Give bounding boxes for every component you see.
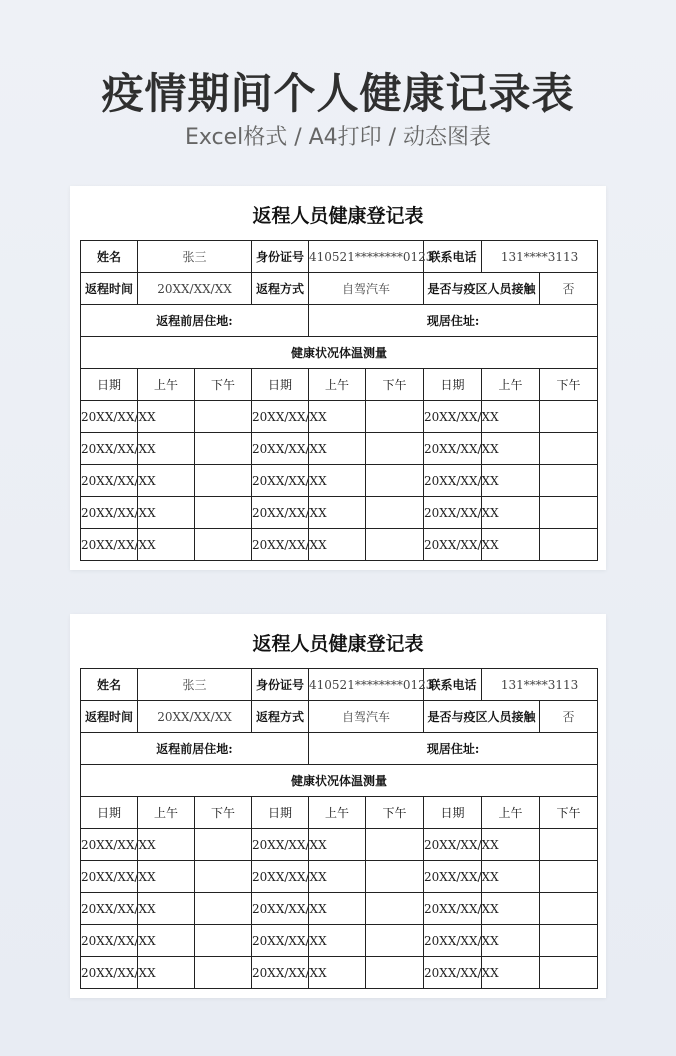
date-cell: 20XX/XX/XX bbox=[252, 465, 309, 497]
table-row bbox=[81, 861, 598, 893]
id-value[interactable]: 410521********0123 bbox=[309, 241, 424, 273]
table-row bbox=[81, 893, 598, 925]
date-cell: 20XX/XX/XX bbox=[81, 433, 138, 465]
pm-cell[interactable] bbox=[366, 893, 424, 925]
pm-cell[interactable] bbox=[366, 401, 424, 433]
date-cell: 20XX/XX/XX bbox=[424, 401, 482, 433]
return-time-label: 返程时间 bbox=[81, 273, 138, 305]
date-cell: 20XX/XX/XX bbox=[252, 893, 309, 925]
table-row bbox=[81, 273, 598, 305]
date-cell: 20XX/XX/XX bbox=[424, 957, 482, 989]
phone-label: 联系电话 bbox=[424, 241, 482, 273]
curr-address-field[interactable]: 现居住址: bbox=[309, 305, 598, 337]
date-cell: 20XX/XX/XX bbox=[252, 925, 309, 957]
col-date: 日期 bbox=[252, 369, 309, 401]
name-value[interactable]: 张三 bbox=[138, 669, 252, 701]
date-cell: 20XX/XX/XX bbox=[81, 529, 138, 561]
col-pm: 下午 bbox=[195, 369, 252, 401]
table-row bbox=[81, 957, 598, 989]
form-sheet-1 bbox=[70, 186, 606, 570]
pm-cell[interactable] bbox=[195, 497, 252, 529]
pm-cell[interactable] bbox=[195, 925, 252, 957]
id-label: 身份证号 bbox=[252, 241, 309, 273]
table-row bbox=[81, 401, 598, 433]
col-pm: 下午 bbox=[540, 797, 598, 829]
table-header-row bbox=[81, 797, 598, 829]
date-cell: 20XX/XX/XX bbox=[252, 401, 309, 433]
date-cell: 20XX/XX/XX bbox=[81, 925, 138, 957]
table-row bbox=[81, 733, 598, 765]
pm-cell[interactable] bbox=[195, 861, 252, 893]
return-mode-value[interactable]: 自驾汽车 bbox=[309, 701, 424, 733]
table-row bbox=[81, 701, 598, 733]
contact-label: 是否与疫区人员接触 bbox=[424, 701, 540, 733]
phone-label: 联系电话 bbox=[424, 669, 482, 701]
pm-cell[interactable] bbox=[540, 861, 598, 893]
pm-cell[interactable] bbox=[366, 925, 424, 957]
date-cell: 20XX/XX/XX bbox=[424, 861, 482, 893]
table-row bbox=[81, 305, 598, 337]
id-value[interactable]: 410521********0123 bbox=[309, 669, 424, 701]
pm-cell[interactable] bbox=[540, 497, 598, 529]
date-cell: 20XX/XX/XX bbox=[424, 497, 482, 529]
pm-cell[interactable] bbox=[366, 829, 424, 861]
form-title: 返程人员健康登记表 bbox=[252, 205, 424, 227]
form-sheet-2 bbox=[70, 614, 606, 998]
form-title: 返程人员健康登记表 bbox=[252, 633, 424, 655]
pm-cell[interactable] bbox=[540, 401, 598, 433]
phone-value[interactable]: 131****3113 bbox=[482, 241, 598, 273]
table-row bbox=[81, 433, 598, 465]
table-row bbox=[81, 669, 598, 701]
date-cell: 20XX/XX/XX bbox=[424, 925, 482, 957]
table-row bbox=[81, 925, 598, 957]
date-cell: 20XX/XX/XX bbox=[81, 893, 138, 925]
date-cell: 20XX/XX/XX bbox=[252, 529, 309, 561]
prev-address-field[interactable]: 返程前居住地: bbox=[81, 733, 309, 765]
pm-cell[interactable] bbox=[540, 893, 598, 925]
date-cell: 20XX/XX/XX bbox=[424, 893, 482, 925]
date-cell: 20XX/XX/XX bbox=[252, 433, 309, 465]
pm-cell[interactable] bbox=[540, 829, 598, 861]
date-cell: 20XX/XX/XX bbox=[252, 957, 309, 989]
pm-cell[interactable] bbox=[540, 925, 598, 957]
col-am: 上午 bbox=[482, 797, 540, 829]
name-label: 姓名 bbox=[81, 669, 138, 701]
pm-cell[interactable] bbox=[366, 465, 424, 497]
pm-cell[interactable] bbox=[540, 957, 598, 989]
return-time-value[interactable]: 20XX/XX/XX bbox=[138, 273, 252, 305]
date-cell: 20XX/XX/XX bbox=[424, 529, 482, 561]
name-label: 姓名 bbox=[81, 241, 138, 273]
pm-cell[interactable] bbox=[366, 861, 424, 893]
pm-cell[interactable] bbox=[195, 465, 252, 497]
page-title: 疫情期间个人健康记录表 bbox=[101, 69, 575, 118]
return-mode-value[interactable]: 自驾汽车 bbox=[309, 273, 424, 305]
col-date: 日期 bbox=[424, 369, 482, 401]
contact-value[interactable]: 否 bbox=[540, 273, 598, 305]
health-form-table bbox=[80, 668, 598, 989]
section-title: 健康状况体温测量 bbox=[81, 765, 598, 797]
table-row bbox=[81, 337, 598, 369]
col-pm: 下午 bbox=[366, 369, 424, 401]
col-date: 日期 bbox=[424, 797, 482, 829]
date-cell: 20XX/XX/XX bbox=[424, 829, 482, 861]
pm-cell[interactable] bbox=[366, 529, 424, 561]
table-row bbox=[81, 465, 598, 497]
health-form-table bbox=[80, 240, 598, 561]
phone-value[interactable]: 131****3113 bbox=[482, 669, 598, 701]
table-row bbox=[81, 765, 598, 797]
pm-cell[interactable] bbox=[195, 957, 252, 989]
table-row bbox=[81, 529, 598, 561]
col-am: 上午 bbox=[309, 369, 366, 401]
col-am: 上午 bbox=[309, 797, 366, 829]
col-pm: 下午 bbox=[540, 369, 598, 401]
return-mode-label: 返程方式 bbox=[252, 701, 309, 733]
col-pm: 下午 bbox=[366, 797, 424, 829]
pm-cell[interactable] bbox=[195, 433, 252, 465]
date-cell: 20XX/XX/XX bbox=[81, 957, 138, 989]
pm-cell[interactable] bbox=[540, 529, 598, 561]
section-title: 健康状况体温测量 bbox=[81, 337, 598, 369]
id-label: 身份证号 bbox=[252, 669, 309, 701]
col-date: 日期 bbox=[252, 797, 309, 829]
date-cell: 20XX/XX/XX bbox=[252, 497, 309, 529]
contact-label: 是否与疫区人员接触 bbox=[424, 273, 540, 305]
pm-cell[interactable] bbox=[366, 957, 424, 989]
pm-cell[interactable] bbox=[195, 829, 252, 861]
pm-cell[interactable] bbox=[366, 497, 424, 529]
col-am: 上午 bbox=[138, 369, 195, 401]
pm-cell[interactable] bbox=[195, 529, 252, 561]
pm-cell[interactable] bbox=[366, 433, 424, 465]
name-value[interactable]: 张三 bbox=[138, 241, 252, 273]
date-cell: 20XX/XX/XX bbox=[252, 829, 309, 861]
pm-cell[interactable] bbox=[195, 893, 252, 925]
pm-cell[interactable] bbox=[195, 401, 252, 433]
contact-value[interactable]: 否 bbox=[540, 701, 598, 733]
table-header-row bbox=[81, 369, 598, 401]
table-row bbox=[81, 241, 598, 273]
return-time-label: 返程时间 bbox=[81, 701, 138, 733]
col-pm: 下午 bbox=[195, 797, 252, 829]
date-cell: 20XX/XX/XX bbox=[252, 861, 309, 893]
date-cell: 20XX/XX/XX bbox=[81, 401, 138, 433]
prev-address-field[interactable]: 返程前居住地: bbox=[81, 305, 309, 337]
date-cell: 20XX/XX/XX bbox=[424, 465, 482, 497]
return-mode-label: 返程方式 bbox=[252, 273, 309, 305]
pm-cell[interactable] bbox=[540, 433, 598, 465]
curr-address-field[interactable]: 现居住址: bbox=[309, 733, 598, 765]
table-row bbox=[81, 497, 598, 529]
date-cell: 20XX/XX/XX bbox=[81, 861, 138, 893]
date-cell: 20XX/XX/XX bbox=[81, 497, 138, 529]
pm-cell[interactable] bbox=[540, 465, 598, 497]
table-row bbox=[81, 829, 598, 861]
col-date: 日期 bbox=[81, 797, 138, 829]
date-cell: 20XX/XX/XX bbox=[81, 829, 138, 861]
col-am: 上午 bbox=[138, 797, 195, 829]
return-time-value[interactable]: 20XX/XX/XX bbox=[138, 701, 252, 733]
date-cell: 20XX/XX/XX bbox=[424, 433, 482, 465]
page-subtitle: Excel格式 / A4打印 / 动态图表 bbox=[184, 125, 492, 150]
col-date: 日期 bbox=[81, 369, 138, 401]
col-am: 上午 bbox=[482, 369, 540, 401]
date-cell: 20XX/XX/XX bbox=[81, 465, 138, 497]
